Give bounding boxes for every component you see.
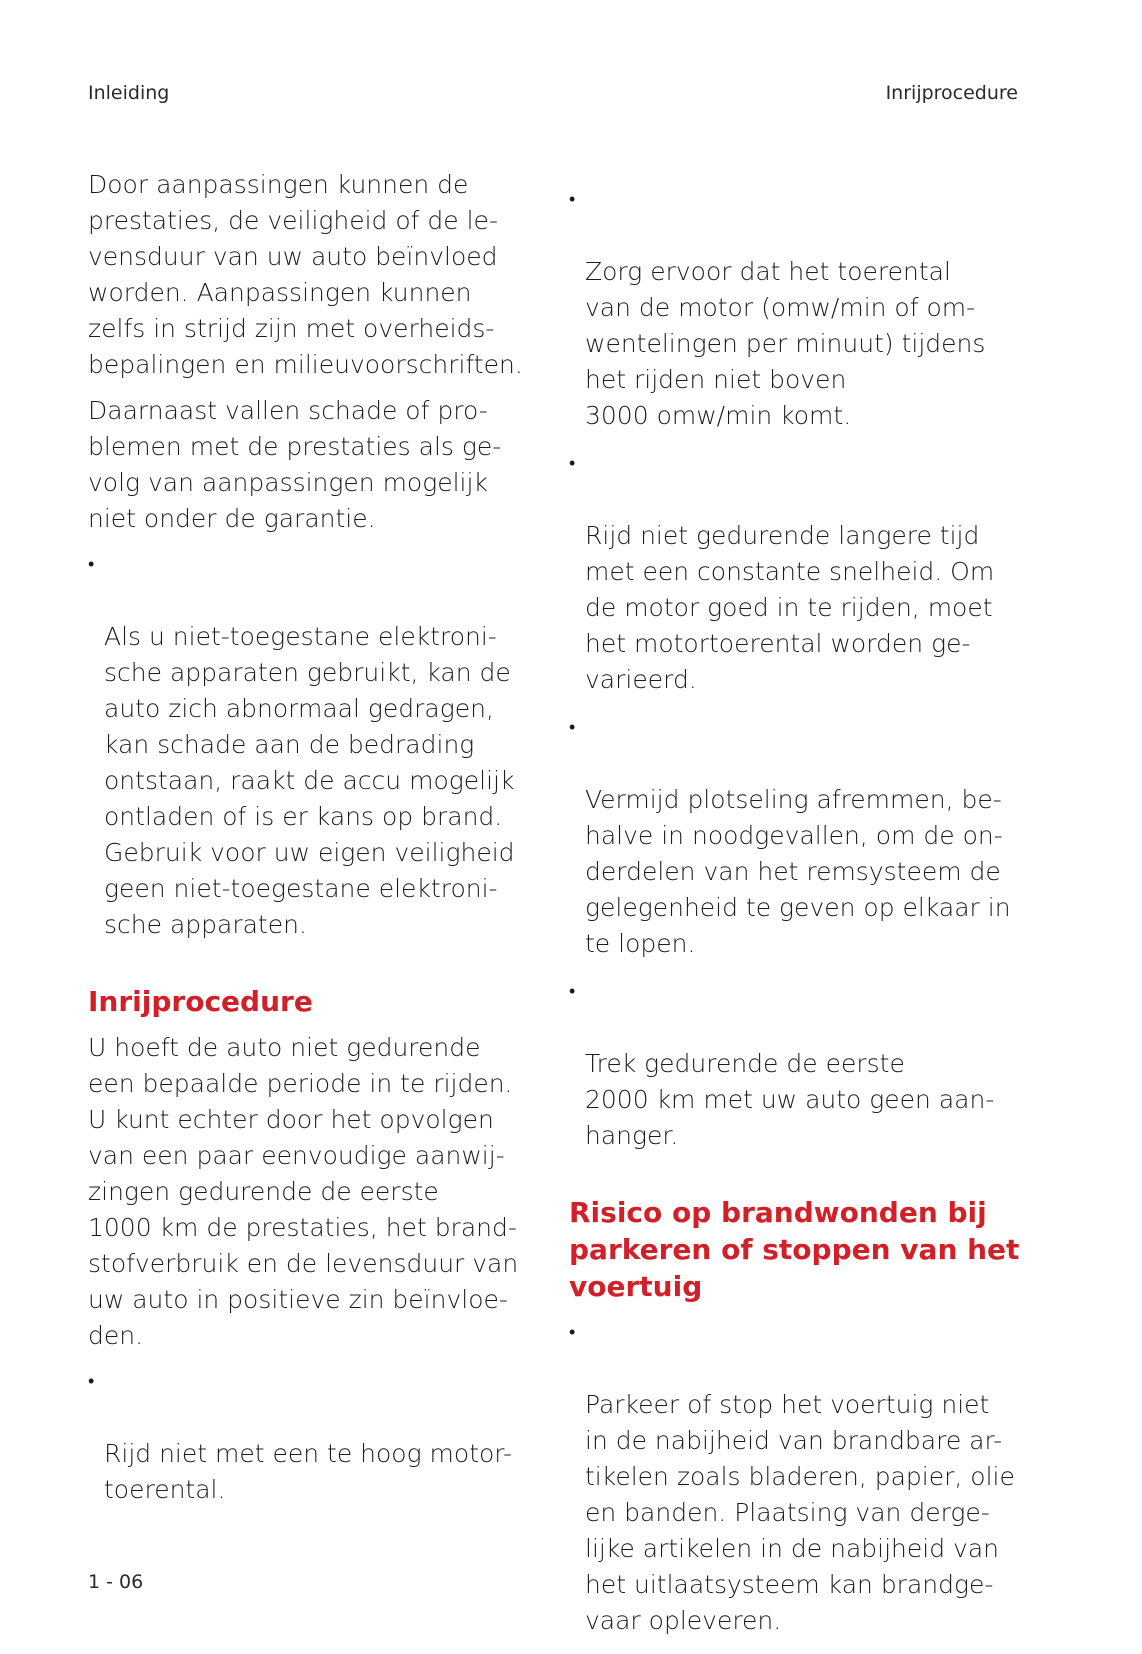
modifications-paragraph: Door aanpassingen kunnen de prestaties, de veiligheid of de le- vensduur van uw auto beïnvloed worden. Aanpassingen kunnen zelfs in strijd zijn met overheids- bepalingen en milieuvoorschriften.: [88, 170, 523, 379]
list-item: [569, 182, 1029, 434]
bullet-icon: •: [88, 554, 95, 575]
break-in-list: [88, 1364, 533, 1508]
right-column: [569, 182, 1029, 1651]
left-column: [88, 167, 533, 1520]
section-heading-inrijprocedure: Inrijprocedure: [88, 985, 313, 1018]
section-heading-burn-risk: Risico op brandwonden bij parkeren of stoppen van het voertuig: [569, 1196, 1020, 1303]
bullet-icon: •: [569, 453, 576, 474]
electronics-list: [88, 547, 533, 943]
break-in-tips-list: [569, 182, 1029, 1154]
running-header-topic: Inrijprocedure: [885, 82, 1018, 104]
bullet-icon: •: [88, 1371, 95, 1392]
page-number: 1 - 06: [88, 1571, 144, 1593]
list-item: [569, 1315, 1029, 1639]
list-item-text: Rijd niet gedurende langere tijd met een constante snelheid. Om de motor goed in te rijden, moet het motortoerental worden ge- varieerd.: [585, 521, 995, 694]
list-item-text: Rijd niet met een te hoog motor- toerental.: [104, 1439, 512, 1504]
bullet-icon: •: [569, 1322, 576, 1343]
list-item: [88, 1364, 533, 1508]
bullet-icon: •: [569, 717, 576, 738]
burn-risk-list: [569, 1315, 1029, 1639]
list-item-text: Vermijd plotseling afremmen, be- halve in noodgevallen, om de on- derdelen van het remsysteem de gelegenheid te geven op elkaar in te lopen.: [585, 785, 1011, 958]
list-item-text: Parkeer of stop het voertuig niet in de nabijheid van brandbare ar- tikelen zoals bladeren, papier, olie en banden. Plaatsing van derge- lijke artikelen in de nabijheid van het uitlaatsysteem kan brandge- vaar opleveren.: [585, 1390, 1015, 1635]
list-item: [88, 547, 533, 943]
list-item-text: Trek gedurende de eerste 2000 km met uw auto geen aan- hanger.: [585, 1049, 995, 1150]
list-item: [569, 974, 1029, 1154]
list-item-text: Als u niet-toegestane elektroni- sche apparaten gebruikt, kan de auto zich abnormaal gedragen, kan schade aan de bedrading ontstaan, raakt de accu mogelijk ontladen of is er kans op brand. Gebruik voor uw eigen veiligheid geen niet-toegestane elektroni- sche apparaten.: [104, 622, 515, 939]
warranty-paragraph: Daarnaast vallen schade of pro- blemen met de prestaties als ge- volg van aanpassingen mogelijk niet onder de garantie.: [88, 396, 502, 533]
bullet-icon: •: [569, 189, 576, 210]
running-header-section: Inleiding: [88, 82, 170, 104]
bullet-icon: •: [569, 981, 576, 1002]
list-item-text: Zorg ervoor dat het toerental van de motor (omw/min of om- wentelingen per minuut) tijdens het rijden niet boven 3000 omw/min komt.: [585, 257, 986, 430]
break-in-paragraph: U hoeft de auto niet gedurende een bepaalde periode in te rijden. U kunt echter door het opvolgen van een paar eenvoudige aanwij- zingen gedurende de eerste 1000 km de prestaties, het brand- stofverbruik en de levensduur van uw auto in positieve zin beïnvloe- den.: [88, 1033, 519, 1350]
list-item: [569, 710, 1029, 962]
list-item: [569, 446, 1029, 698]
